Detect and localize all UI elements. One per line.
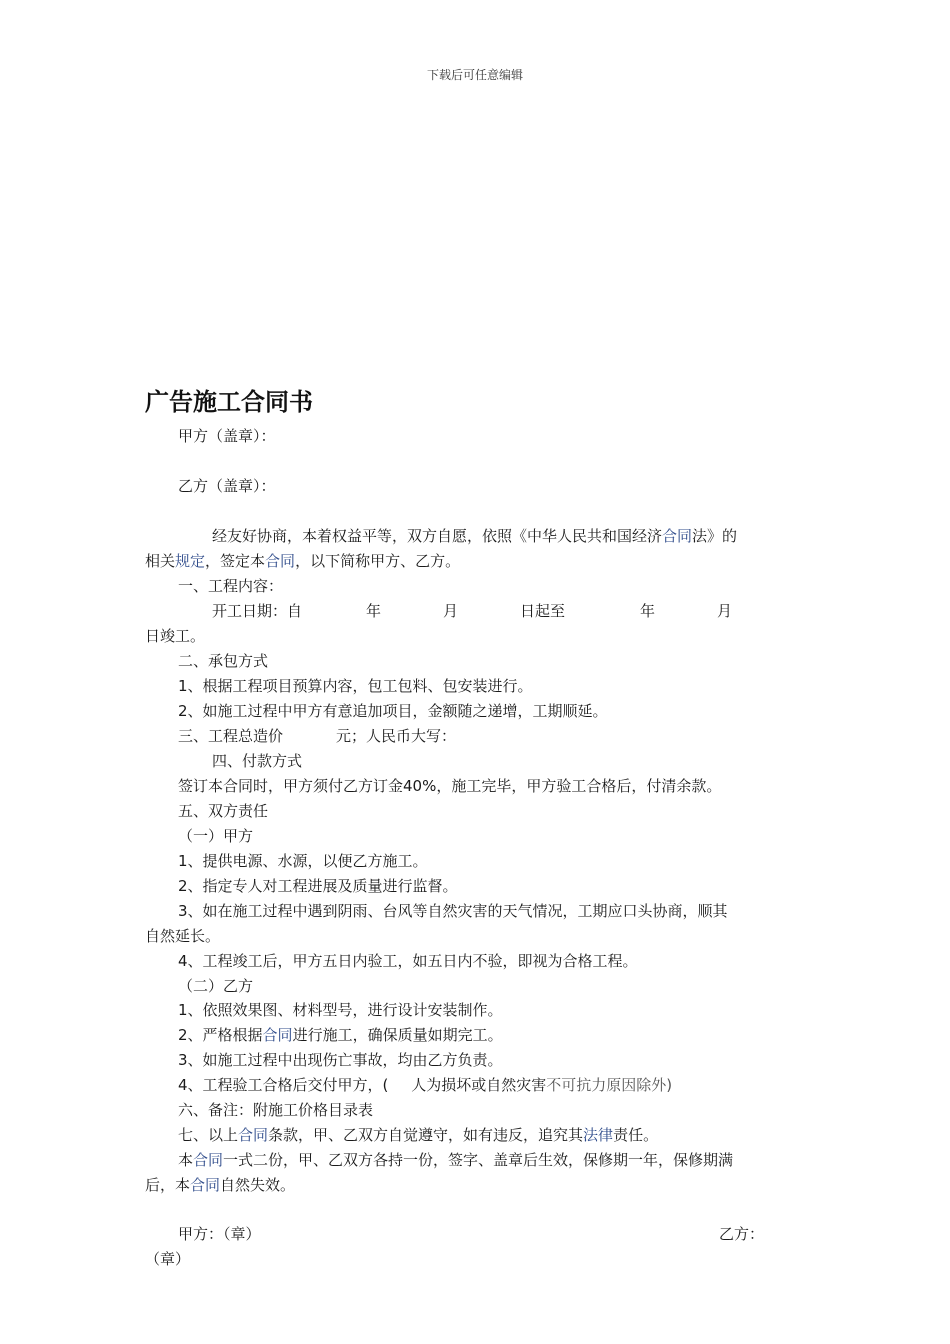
regulation-link[interactable]: 规定: [175, 552, 206, 570]
intro-text: 法》的: [692, 527, 738, 545]
section-7-text: 七、以上: [178, 1126, 239, 1144]
intro-text: 相关: [145, 552, 176, 570]
party-b-duty-4: [178, 1075, 672, 1095]
section-2-item-1: 1、根据工程项目预算内容，包工包料、包安装进行。: [178, 677, 533, 695]
contract-link[interactable]: 合同: [265, 552, 296, 570]
header-note: 下载后可任意编辑: [426, 68, 523, 82]
party-b-duty-3: 3、如施工过程中出现伤亡事故，均由乙方负责。: [178, 1051, 503, 1069]
section-4-heading: 四、付款方式: [212, 752, 303, 770]
party-a-duty-4: 4、工程竣工后，甲方五日内验工，如五日内不验，即视为合格工程。: [178, 952, 638, 970]
party-b-signature: 乙方：: [719, 1225, 765, 1243]
closing-text: 本: [178, 1151, 194, 1169]
start-year-label: 年: [366, 602, 382, 620]
section-2-item-2: 2、如施工过程中甲方有意追加项目，金额随之递增，工期顺延。: [178, 702, 608, 720]
duty-text: 2、严格根据: [178, 1026, 263, 1044]
duty-text: 进行施工，确保质量如期完工。: [292, 1026, 503, 1044]
start-month-label: 月: [443, 602, 459, 620]
contract-link[interactable]: 合同: [662, 527, 693, 545]
contract-link[interactable]: 合同: [193, 1151, 224, 1169]
duty-text: 不可抗力原因除外): [546, 1076, 673, 1094]
party-a-duty-1: 1、提供电源、水源，以便乙方施工。: [178, 852, 428, 870]
contract-link[interactable]: 合同: [262, 1026, 293, 1044]
intro-text: ，以下简称甲方、乙方。: [295, 552, 461, 570]
duty-text: 4、工程验工合格后交付甲方，(: [178, 1076, 389, 1094]
start-date-label: 开工日期：自: [212, 602, 303, 620]
end-year-label: 年: [640, 602, 656, 620]
closing-text: 一式二份，甲、乙双方各持一份，签字、盖章后生效，保修期一年，保修期满: [223, 1151, 734, 1169]
party-b-duties-heading: （二）乙方: [178, 977, 254, 995]
end-month-label: 月: [717, 602, 733, 620]
end-day-label: 日竣工。: [145, 627, 206, 645]
party-a-duty-3: 3、如在施工过程中遇到阴雨、台风等自然灾害的天气情况，工期应口头协商，顺其: [178, 902, 728, 920]
section-4-text: 签订本合同时，甲方须付乙方订金40%，施工完毕，甲方验工合格后，付清余款。: [178, 777, 722, 795]
intro-line-1: [212, 526, 737, 546]
party-b-seal: （章）: [145, 1250, 191, 1268]
party-b-seal-label: 乙方（盖章）：: [178, 477, 276, 495]
party-a-duties-heading: （一）甲方: [178, 827, 254, 845]
contract-link[interactable]: 合同: [238, 1126, 269, 1144]
party-a-duty-3-cont: 自然延长。: [145, 927, 221, 945]
section-3-unit: 元；人民币大写：: [336, 727, 457, 745]
section-5-heading: 五、双方责任: [178, 802, 269, 820]
section-1-heading: 一、工程内容：: [178, 577, 284, 595]
section-3-label: 三、工程总造价: [178, 727, 284, 745]
party-a-seal-label: 甲方（盖章）：: [178, 427, 276, 445]
contract-link[interactable]: 合同: [190, 1176, 221, 1194]
section-7-text: 责任。: [613, 1126, 659, 1144]
page-title: 广告施工合同书: [145, 388, 313, 416]
intro-line-2: [145, 551, 460, 571]
section-7-text: 条款，甲、乙双方自觉遵守，如有违反，追究其: [268, 1126, 584, 1144]
intro-text: 经友好协商，本着权益平等，双方自愿，依照《中华人民共和国经济: [212, 527, 663, 545]
closing-line-1: [178, 1150, 733, 1170]
intro-text: ，签定本: [205, 552, 266, 570]
duty-text: 人为损坏或自然灾害: [411, 1076, 547, 1094]
party-a-duty-2: 2、指定专人对工程进展及质量进行监督。: [178, 877, 458, 895]
party-b-duty-1: 1、依照效果图、材料型号，进行设计安装制作。: [178, 1001, 503, 1019]
section-6: 六、备注：附施工价格目录表: [178, 1101, 374, 1119]
start-day-label: 日起至: [520, 602, 566, 620]
section-2-heading: 二、承包方式: [178, 652, 269, 670]
law-link[interactable]: 法律: [583, 1126, 614, 1144]
closing-text: 后，本: [145, 1176, 191, 1194]
party-b-duty-2: [178, 1025, 503, 1045]
party-a-signature: 甲方：（章）: [178, 1225, 261, 1243]
closing-line-2: [145, 1175, 295, 1195]
closing-text: 自然失效。: [220, 1176, 296, 1194]
section-7: [178, 1125, 658, 1145]
